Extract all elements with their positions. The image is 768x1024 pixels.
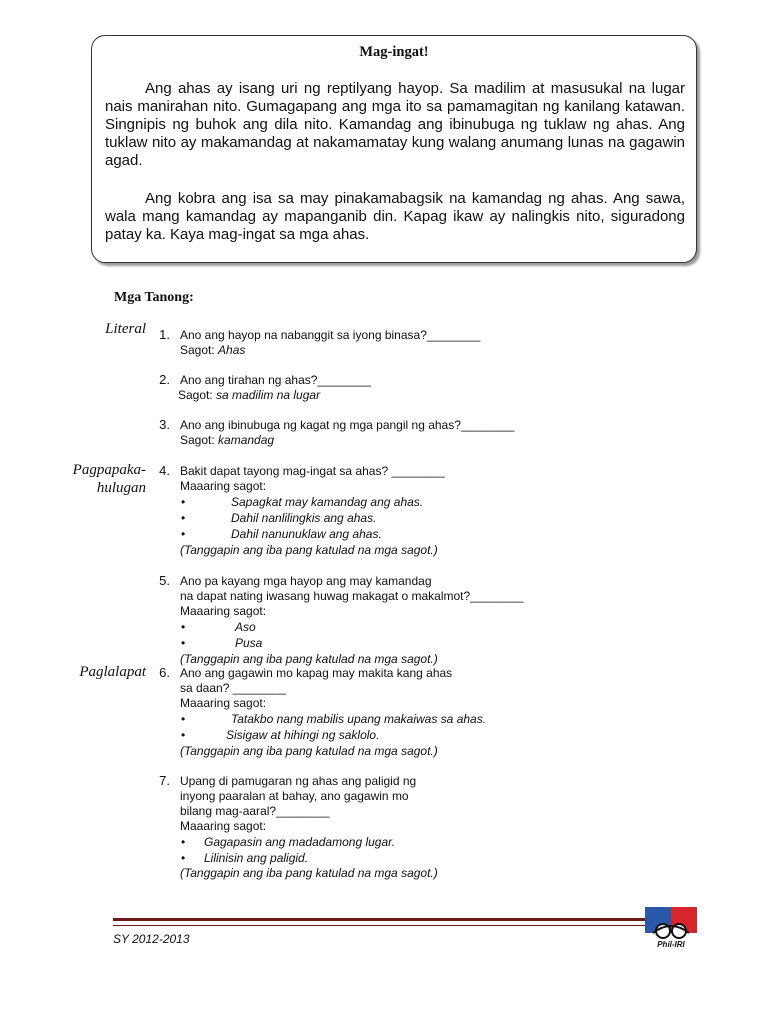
q3-answer-value: kamandag [218, 433, 275, 447]
q1-answer-value: Ahas [218, 343, 246, 357]
q6-bullet-1: • [181, 712, 186, 726]
q7-number: 7. [159, 773, 170, 788]
school-year: SY 2012-2013 [113, 932, 190, 946]
logo-text: Phil-IRI [657, 940, 685, 949]
q1-answer-prefix: Sagot: [180, 343, 219, 357]
q6-accept-note: (Tanggapin ang iba pang katulad na mga sagot.) [180, 744, 438, 758]
story-paragraph-2 [105, 190, 685, 244]
q7-text-line2: inyong paaralan at bahay, ano gagawin mo [180, 789, 409, 803]
story-paragraph-1 [105, 80, 685, 170]
q6-answer-1: Tatakbo nang mabilis upang makaiwas sa ahas. [231, 712, 487, 726]
q1-number: 1. [159, 327, 170, 342]
footer-rule-thin [113, 925, 647, 926]
q7-answer-1: Gagapasin ang madadamong lugar. [204, 835, 396, 849]
story-title: Mag-ingat! [359, 44, 429, 60]
q2-answer-prefix: Sagot: [178, 388, 217, 402]
q7-bullet-2: • [181, 851, 186, 865]
paragraph-2-text: Ang kobra ang isa sa may pinakamabagsik na kamandag ng ahas. Ang sawa, wala mang kamandag ay mapanganib din. Kapag ikaw ay nalingkis nito, siguradong patay ka. Kaya mag-ingat sa mga ahas. [105, 190, 685, 243]
q1-answer [180, 343, 245, 358]
q4-accept-note: (Tanggapin ang iba pang katulad na mga sagot.) [180, 543, 438, 557]
label-pagpapakahulugan-line1: Pagpapaka- [72, 462, 146, 478]
q4-maaaring: Maaaring sagot: [180, 479, 267, 493]
q6-maaaring: Maaaring sagot: [180, 696, 267, 710]
q7-answer-2: Lilinisin ang paligid. [204, 851, 309, 865]
q5-bullet-2: • [181, 636, 186, 650]
q4-bullet-2: • [181, 511, 186, 525]
q3-answer-prefix: Sagot: [180, 433, 219, 447]
q5-maaaring: Maaaring sagot: [180, 604, 267, 618]
q4-number: 4. [159, 463, 170, 478]
label-pagpapakahulugan [50, 461, 146, 497]
q5-answer-1: Aso [235, 620, 256, 634]
q6-number: 6. [159, 665, 170, 680]
q5-answer-2: Pusa [235, 636, 263, 650]
q7-text-line1: Upang di pamugaran ng ahas ang paligid ng [180, 774, 417, 788]
q5-accept-note: (Tanggapin ang iba pang katulad na mga sagot.) [180, 652, 438, 666]
q5-number: 5. [159, 573, 170, 588]
q4-bullet-1: • [181, 495, 186, 509]
q2-number: 2. [159, 372, 170, 387]
q2-answer-value: sa madilim na lugar [216, 388, 321, 402]
q7-text-line3: bilang mag-aaral?________ [180, 804, 330, 818]
q7-accept-note: (Tanggapin ang iba pang katulad na mga sagot.) [180, 866, 438, 880]
q6-text-line2: sa daan? ________ [180, 681, 287, 695]
q4-answer-2: Dahil nanlilingkis ang ahas. [231, 511, 377, 525]
q4-bullet-3: • [181, 527, 186, 541]
q7-maaaring: Maaaring sagot: [180, 819, 267, 833]
q6-text-line1: Ano ang gagawin mo kapag may makita kang ahas [180, 666, 453, 680]
q2-answer [178, 388, 320, 403]
story-box [91, 35, 697, 263]
paragraph-1-text: Ang ahas ay isang uri ng reptilyang hayop. Sa madilim at masusukal na lugar nais manirahan nito. Gumagapang ang mga ito sa pamamagitan ng kanilang katawan. Singnipis ng buhok ang dila nito. Kamandag ang ibinubuga ng tuklaw ng ahas. Ang tuklaw nito ay makamandag at nakamamatay kung walang anumang lunas na gagawin agad. [105, 80, 685, 169]
q6-answer-2: Sisigaw at hihingi ng saklolo. [226, 728, 380, 742]
q2-text: Ano ang tirahan ng ahas?________ [180, 373, 371, 387]
q1-text: Ano ang hayop na nabanggit sa iyong binasa?________ [180, 328, 481, 342]
q4-answer-3: Dahil nanunuklaw ang ahas. [231, 527, 382, 541]
label-pagpapakahulugan-line2: hulugan [96, 480, 146, 496]
label-paglalapat: Paglalapat [79, 664, 146, 680]
q3-text: Ano ang ibinubuga ng kagat ng mga pangil ng ahas?________ [180, 418, 515, 432]
q4-answer-1: Sapagkat may kamandag ang ahas. [231, 495, 424, 509]
q4-text: Bakit dapat tayong mag-ingat sa ahas? ________ [180, 464, 445, 478]
questions-heading: Mga Tanong: [114, 290, 194, 305]
q7-bullet-1: • [181, 835, 186, 849]
q5-text-line2: na dapat nating iwasang huwag makagat o makalmot?________ [180, 589, 524, 603]
label-literal: Literal [105, 321, 146, 337]
q5-text-line1: Ano pa kayang mga hayop ang may kamandag [180, 574, 432, 588]
q3-number: 3. [159, 417, 170, 432]
footer-rule [113, 918, 647, 921]
q6-bullet-2: • [181, 728, 186, 742]
q5-bullet-1: • [181, 620, 186, 634]
q3-answer [180, 433, 274, 448]
